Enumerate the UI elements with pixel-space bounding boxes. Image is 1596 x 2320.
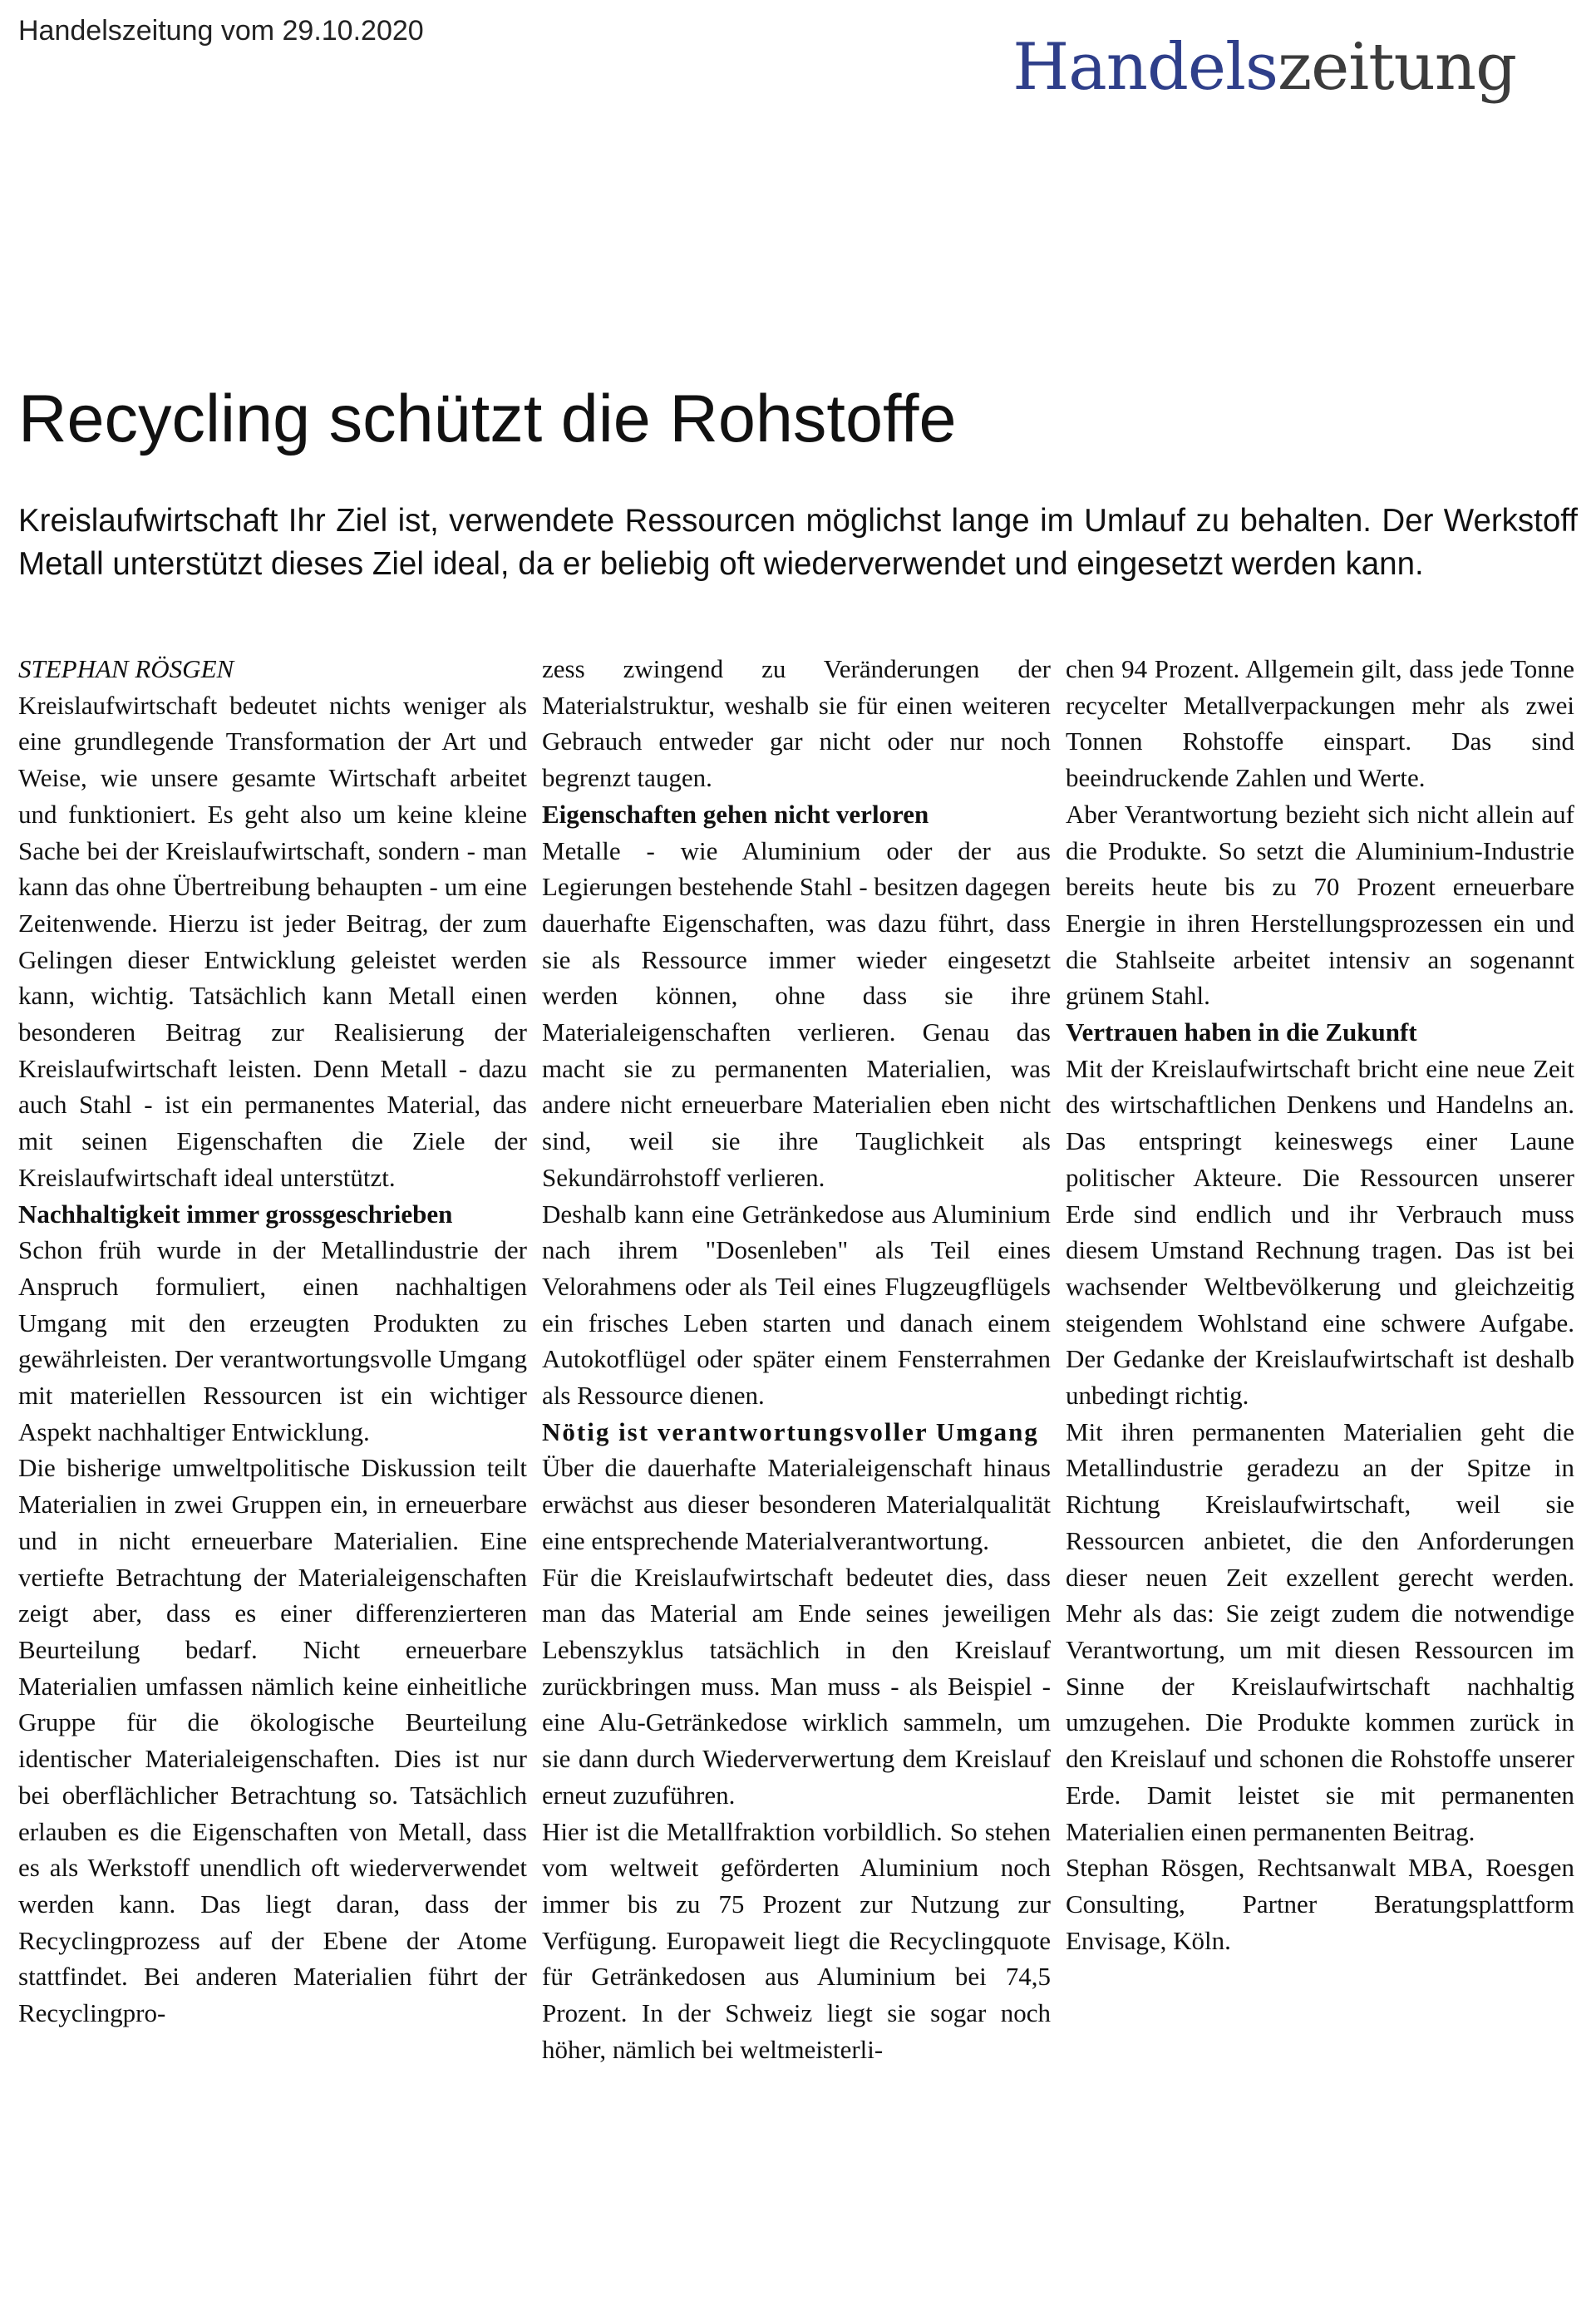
paragraph: Kreislaufwirtschaft bedeutet nichts weniger als eine grundlegende Transformation der Art und Weise, wie unsere gesamte Wirtschaft arbeitet und funktioniert. Es geht also um keine kleine Sache bei der Kreislaufwirtschaft, sondern - man kann das ohne Übertreibung behaupten - um eine Zeitenwende. Hierzu ist jeder Beitrag, der zum Gelingen dieser Entwicklung geleistet werden kann, wichtig. Tatsächlich kann Metall einen besonderen Beitrag zur Realisierung der Kreislaufwirtschaft leisten. Denn Metall - dazu auch Stahl - ist ein permanentes Material, das mit seinen Eigenschaften die Ziele der Kreislaufwirtschaft ideal unterstützt. <box>18 690 527 1192</box>
paragraph: chen 94 Prozent. Allgemein gilt, dass jede Tonne recycelter Metallverpackungen mehr als zwei Tonnen Rohstoffe einspart. Das sind beeindruckende Zahlen und Werte. <box>1066 654 1574 793</box>
paragraph: Schon früh wurde in der Metallindustrie der Anspruch formuliert, einen nachhaltigen Umgang mit den erzeugten Produkten zu gewährleisten. Der verantwortungsvolle Umgang mit materiellen Ressourcen ist ein wichtiger Aspekt nachhaltiger Entwicklung. <box>18 1235 527 1446</box>
subheading-verantwortungsvoller-umgang: Nötig ist verantwortungsvoller Umgang <box>542 1416 1039 1446</box>
paragraph: zess zwingend zu Veränderungen der Materialstruktur, weshalb sie für einen weiteren Gebrauch entweder gar nicht oder nur noch begrenzt taugen. <box>542 654 1051 793</box>
article-column-3 <box>1066 651 1574 1958</box>
paragraph: Über die dauerhafte Materialeigenschaft hinaus erwächst aus dieser besonderen Materialqualität eine entsprechende Materialverantwortung. <box>542 1453 1051 1555</box>
author-bio: Stephan Rösgen, Rechtsanwalt MBA, Roesgen Consulting, Partner Beratungsplattform Envisage, Köln. <box>1066 1853 1574 1955</box>
paragraph: Hier ist die Metallfraktion vorbildlich. So stehen vom weltweit geförderten Aluminium noch immer bis zu 75 Prozent zur Nutzung zur Verfügung. Europaweit liegt die Recyclingquote für Getränkedosen aus Aluminium bei 74,5 Prozent. In der Schweiz liegt sie sogar noch höher, nämlich bei weltmeisterli- <box>542 1816 1051 2064</box>
subheading-vertrauen: Vertrauen haben in die Zukunft <box>1066 1017 1417 1047</box>
paragraph: Für die Kreislaufwirtschaft bedeutet dies, dass man das Material am Ende seines jeweiligen Lebenszyklus tatsächlich in den Kreislauf zurückbringen muss. Man muss - als Beispiel - eine Alu-Getränkedose wirklich sammeln, um sie dann durch Wiederverwertung dem Kreislauf erneut zuzuführen. <box>542 1562 1051 1810</box>
logo-part-handels: Handels <box>1012 30 1278 105</box>
logo-part-zeitung: zeitung <box>1278 30 1516 105</box>
paragraph: Aber Verantwortung bezieht sich nicht allein auf die Produkte. So setzt die Aluminium-Industrie bereits heute bis zu 70 Prozent erneuerbare Energie in ihren Herstellungsprozessen ein und die Stahlseite arbeitet intensiv an sogenannt grünem Stahl. <box>1066 799 1574 1011</box>
article-lead: Kreislaufwirtschaft Ihr Ziel ist, verwendete Ressourcen möglichst lange im Umlauf zu behalten. Der Werkstoff Metall unterstützt dieses Ziel ideal, da er beliebig oft wiederverwendet und eingesetzt werden kann. <box>18 503 1578 582</box>
publication-date: Handelszeitung vom 29.10.2020 <box>18 15 424 47</box>
handelszeitung-logo <box>1012 30 1516 105</box>
subheading-eigenschaften: Eigenschaften gehen nicht verloren <box>542 799 929 829</box>
paragraph: Mit ihren permanenten Materialien geht die Metallindustrie geradezu an der Spitze in Richtung Kreislaufwirtschaft, weil sie Ressourcen anbietet, die den Anforderungen dieser neuen Zeit exzellent gerecht werden. Mehr als das: Sie zeigt zudem die notwendige Verantwortung, um mit diesen Ressourcen im Sinne der Kreislaufwirtschaft nachhaltig umzugehen. Die Produkte kommen zurück in den Kreislauf und schonen die Rohstoffe unserer Erde. Damit leistet sie mit permanenten Materialien einen permanenten Beitrag. <box>1066 1416 1574 1846</box>
paragraph: Mit der Kreislaufwirtschaft bricht eine neue Zeit des wirtschaftlichen Denkens und Handelns an. Das entspringt keineswegs einer Laune politischer Akteure. Die Ressourcen unserer Erde sind endlich und ihr Verbrauch muss diesem Umstand Rechnung tragen. Das ist bei wachsender Weltbevölkerung und gleichzeitig steigendem Wohlstand eine schwere Aufgabe. Der Gedanke der Kreislaufwirtschaft ist deshalb unbedingt richtig. <box>1066 1053 1574 1411</box>
paragraph: Metalle - wie Aluminium oder der aus Legierungen bestehende Stahl - besitzen dagegen dauerhafte Eigenschaften, was dazu führt, dass sie als Ressource immer wieder eingesetzt werden können, ohne dass sie ihre Materialeigenschaften verlieren. Genau das macht sie zu permanenten Materialien, was andere nicht erneuerbare Materialien eben nicht sind, weil sie ihre Tauglichkeit als Sekundärrohstoff verlieren. <box>542 835 1052 1192</box>
article-headline: Recycling schützt die Rohstoffe <box>18 382 957 456</box>
article-author: STEPHAN RÖSGEN <box>18 654 234 683</box>
subheading-nachhaltigkeit: Nachhaltigkeit immer grossgeschrieben <box>18 1199 453 1229</box>
paragraph: Deshalb kann eine Getränkedose aus Aluminium nach ihrem "Dosenleben" als Teil eines Velorahmens oder als Teil eines Flugzeugflügels ein frisches Leben starten und danach einem Autokotflügel oder später einem Fensterrahmen als Ressource dienen. <box>542 1199 1051 1411</box>
paragraph: Die bisherige umweltpolitische Diskussion teilt Materialien in zwei Gruppen ein, in erneuerbare und in nicht erneuerbare Materialien. Eine vertiefte Betrachtung der Materialeigenschaften zeigt aber, dass es einer differenzierteren Beurteilung bedarf. Nicht erneuerbare Materialien umfassen nämlich keine einheitliche Gruppe für die ökologische Beurteilung identischer Materialeigenschaften. Dies ist nur bei oberflächlicher Betrachtung so. Tatsächlich erlauben es die Eigenschaften von Metall, dass es als Werkstoff unendlich oft wiederverwendet werden kann. Das liegt daran, dass der Recyclingprozess auf der Ebene der Atome stattfindet. Bei anderen Materialien führt der Recyclingpro- <box>18 1453 527 2028</box>
article-column-2 <box>542 651 1051 2067</box>
article-column-1 <box>18 651 527 2032</box>
